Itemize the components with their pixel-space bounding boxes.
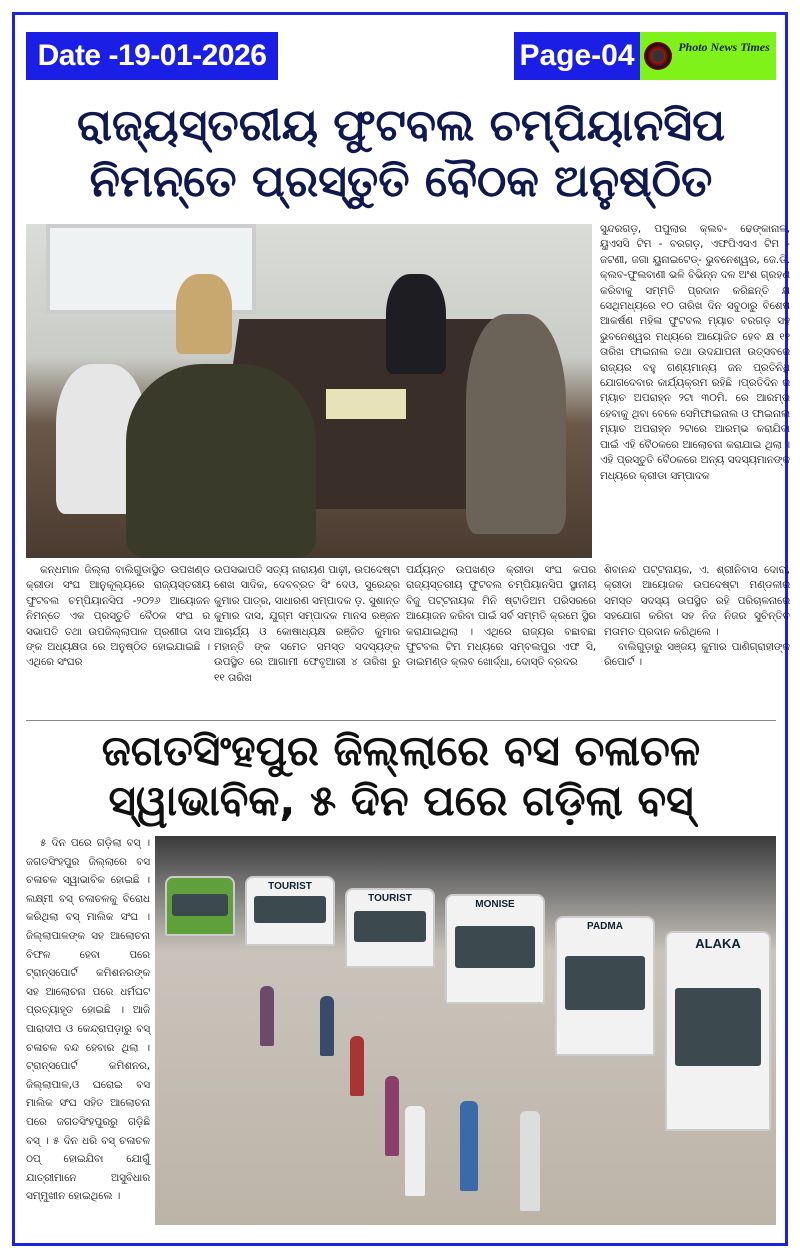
person (126, 364, 316, 558)
person (176, 274, 232, 354)
passenger (405, 1106, 425, 1196)
document (326, 389, 406, 419)
paragraph: ଶିବାନନ୍ଦ ପଟ୍ଟନାୟକ, ଏ. ଶ୍ରୀନିବାସ ଦୋରା, କ୍ରୀଡା ଆୟୋଜକ ଉପଦେଷ୍ଟା ମଣ୍ଡଳୀର ସମସ୍ତ ସଦସ୍ୟ ଉପସ୍ଥିତ ରହି ପରିଚାଳନାରେ ସହଯୋଗ କରିବା ସହ ନିଜ ନିଜର ସୁଚିନ୍ତିତ ମତାମତ ପ୍ରଦାନ କରିଥିଲେ । (604, 564, 790, 638)
bus-sign: TOURIST (368, 893, 412, 904)
passenger (350, 1036, 364, 1096)
bus-sign: TOURIST (268, 881, 312, 892)
meeting-photo (26, 224, 592, 558)
bus (345, 888, 435, 968)
passenger (520, 1111, 540, 1211)
passenger (320, 996, 334, 1056)
bus-stand-photo (155, 836, 776, 1225)
headline-line: ସ୍ୱାଭାବିକ, ୫ ଦିନ ପରେ ଗଡ଼ିଲା ବସ୍ (108, 776, 694, 825)
camera-icon (644, 42, 672, 70)
article1-column-1: କନ୍ଧମାଳ ଜିଲ୍ଲା ବାଲିଗୁଡାସ୍ଥିତ ଉପଖଣ୍ଡ କ୍ରୀଡା ସଂଘ ଆନୁକୂଲ୍ୟରେ ରାଜ୍ୟସ୍ତରୀୟ ଫୁଟବଲ ଚମ୍ପିୟାନସିପ -୨୦୨୬ ଆୟୋଜନ ନିମନ୍ତେ ଏକ ପ୍ରସ୍ତୁତି ବୈଠକ ସଂଘ ର ସଭାପତି ତଥା ଉପଜିଲ୍ଲାପାଳ ପ୍ରଣୀତା ଦାସ ଙ୍କ ଅଧ୍ୟକ୍ଷତା ରେ ଅନୁଷ୍ଠିତ ହୋଇଯାଇଛି । ଏଥିରେ ସଂଘର (26, 564, 210, 669)
byline: ବାଲିଗୁଡ଼ାରୁ ସଞ୍ଜୟ କୁମାର ପାଣିଗ୍ରାହୀଙ୍କ ରିପୋର୍ଟ । (604, 641, 790, 669)
article1-column-2: ଉପସଭାପତି ସତ୍ୟ ନାରାୟଣ ପାଢ଼ୀ, ଉପଦେଷ୍ଟା ଶେଖ ସାଦିକ, ଦେବବ୍ରତ ସିଂ ଦେଓ, ସୁରେନ୍ଦ୍ର କୁମାର ପାତ୍ର, ସାଧାରଣ ସମ୍ପାଦକ ଡ଼. ସୁଶାନ୍ତ କୁମାର ଦାସ, ଯୁଗ୍ମ ସମ୍ପାଦକ ମାନସ ରଞ୍ଜନ ଆଚାର୍ଯ୍ୟ ଓ କୋଷାଧ୍ୟକ୍ଷ ରଞ୍ଜିତ କୁମାର ମହାନ୍ତି ଙ୍କ ସମେତ ସମସ୍ତ ସଦସ୍ୟଙ୍କ ଉପସ୍ଥିତ ରେ ଆଗାମୀ ଫେବୃଆରୀ ୪ ତାରିଖ ରୁ ୧୧ ତାରିଖ (214, 564, 400, 684)
bus-sign: ALAKA (695, 936, 741, 951)
headline-line: ନିମନ୍ତେ ପ୍ରସ୍ତୁତି ବୈଠକ ଅନୁଷ୍ଠିତ (89, 156, 713, 207)
bus (665, 931, 771, 1131)
bus (555, 916, 655, 1056)
page-number-banner: Page-04 (514, 32, 640, 80)
photo-news-times-logo (640, 32, 776, 80)
divider (26, 720, 776, 721)
person (386, 274, 446, 374)
headline-line: ରାଜ୍ୟସ୍ତରୀୟ ଫୁଟବଲ ଚମ୍ପିୟାନସିପ (77, 100, 725, 151)
bus-sign: PADMA (587, 921, 623, 932)
person (466, 314, 566, 534)
article1-column-4 (604, 563, 790, 671)
date-banner: Date -19-01-2026 (26, 32, 278, 80)
passenger (460, 1101, 478, 1191)
article1-right-column: ସୁନ୍ଦରଗଡ଼, ପପୁଲାର କ୍ଲବ- ଢେଙ୍କାନାଳ, ୟୁଏସସି ଟିମ - ବରଗଡ଼, ଏଫପିଏସଏ ଟିମ - ଜଟଣୀ, ଜଗା ୟୁନାଇଟେଡ୍- ଭୁବନେଶ୍ୱର, ଜେ.ଡି. କ୍ଲବ-ଫୁଲବାଣୀ ଭଳି ବିଭିନ୍ନ ଦଳ ଅଂଶ ଗ୍ରହଣ କରିବାକୁ ସମ୍ମତି ପ୍ରଦାନ କରିଛନ୍ତି କ୍ଷ ସେଥିମଧ୍ୟରେ ୧୦ ତାରିଖ ଦିନ ସବୁଠାରୁ ବିଶେଷ ଆକର୍ଷଣ ମହିଳା ଫୁଟବଲ ମ୍ୟାଚ ବରଗଡ଼ ସହ ଭୁବନେଶ୍ୱର ମଧ୍ୟରେ ଆୟୋଜିତ ହେବ କ୍ଷ ୧୧ ତାରିଖ ଫାଇନାଲ ତଥା ଉଦଯାପନୀ ଉତ୍ସବରେ ରାଜ୍ୟର ବହୁ ଗଣ୍ୟମାନ୍ୟ ଜନ ପ୍ରତିନିଧି ଯୋଗଦେବାର କାର୍ଯ୍ୟକ୍ରମ ରହିଛି ।ପ୍ରତିଦିନ ର ମ୍ୟାଚ ଅପରାହ୍ନ ୨ଟା ୩୦ମି. ରେ ଆରମ୍ଭ ହେବାକୁ ଥିବା ବେଳେ ସେମିଫାଇନାଲ ଓ ଫାଇନାଲ ମ୍ୟାଚ ଅପରାହ୍ନ ୨ଟାରେ ଆରମ୍ଭ କରାଯିବା ପାଇଁ ଏହି ବୈଠକରେ ଆଲୋଚନା କରାଯାଇ ଥିଲା । ଏହି ପ୍ରସ୍ତୁତି ବୈଠକରେ ଅନ୍ୟ ସଦସ୍ୟମାନଙ୍କ ମଧ୍ୟରେ କ୍ରୀଡା ସମ୍ପାଦକ (600, 223, 790, 482)
bus-sign: MONISE (475, 899, 515, 910)
bus (245, 876, 335, 946)
bus (165, 876, 235, 936)
article2-body: ୫ ଦିନ ପରେ ଗଡ଼ିଲା ବସ୍ । ଜଗତସିଂହପୁର ଜିଲ୍ଲାରେ ବସ ଚଳାଚଳ ସ୍ୱାଭାବିକ ହୋଇଛି । ଲକ୍ଷ୍ମୀ ବସ୍ ଚଳାଚଳକୁ ବିରୋଧ କରିଥିଲା ବସ୍ ମାଲିକ ସଂଘ । ଜିଲ୍ଲାପାଳଙ୍କ ସହ ଆଲୋଚନା ବିଫଳ ହେବା ପରେ ଟ୍ରାନ୍ସପୋର୍ଟ କମିଶନରଙ୍କ ସହ ଆଲୋଚନା ପରେ ଧର୍ମଘଟ ପ୍ରତ୍ୟାହୃତ ହୋଇଛି । ଆଜି ପାରାଦୀପ ଓ କେନ୍ଦ୍ରାପଡ଼ାରୁ ବସ୍ ଚଳାଚଳ ବନ୍ଦ ହେବାର ଥିଲା । ଟ୍ରାନ୍ସପୋର୍ଟ କମିଶନର, ଜିଲ୍ଲାପାଳ,ଓ ଘରୋଇ ବସ ମାଲିକ ସଂଘ ସହିତ ଆଲୋଚନା ପରେ ଜଗତସିଂହପୁରରୁ ଗଡ଼ିଛି ବସ୍ । ୫ ଦିନ ଧରି ବସ୍ ଚଳାଚଳ ଠପ୍ ହୋଇଯିବା ଯୋଗୁଁ ଯାତ୍ରୀମାନେ ଅସୁବିଧାର ସମ୍ମୁଖୀନ ହୋଇଥିଲେ । (26, 837, 150, 1203)
article1-column-3: ପର୍ଯ୍ୟନ୍ତ ଉପଖଣ୍ଡ କ୍ରୀଡା ସଂଘ କପର ରାଜ୍ୟସ୍ତରୀୟ ଫୁଟବଲ ଚମ୍ପିୟାନସିପ ସ୍ଥାନୀୟ ବିଜୁ ପଟ୍ଟନାୟକ ମିନି ଷ୍ଟାଡିଅମ ପରିସରରେ ଆୟୋଜନ କରିବା ପାଇଁ ସର୍ବ ସମ୍ମତି କ୍ରମେ ସ୍ଥିର କରାଯାଇଥିଲା । ଏଥିରେ ରାଜ୍ୟର ବଛାବଛା ଫୁଟବଲ ଟିମ ମଧ୍ୟରେ ସମ୍ବଲପୁର ଏଫ ସି, ଡାଇମଣ୍ଡ କ୍ଲବ ଖୋର୍ଦ୍ଧା, ଦୋସ୍ତି ବ୍ରଦର (406, 564, 596, 669)
passenger (260, 986, 274, 1046)
bus (445, 894, 545, 1004)
passenger (385, 1076, 399, 1156)
article2-headline (26, 726, 776, 826)
headline-line: ଜଗତସିଂହପୁର ଜିଲ୍ଲାରେ ବସ ଚଳାଚଳ (101, 726, 701, 775)
article1-headline (26, 98, 776, 210)
logo-text: Photo News Times (678, 40, 770, 54)
